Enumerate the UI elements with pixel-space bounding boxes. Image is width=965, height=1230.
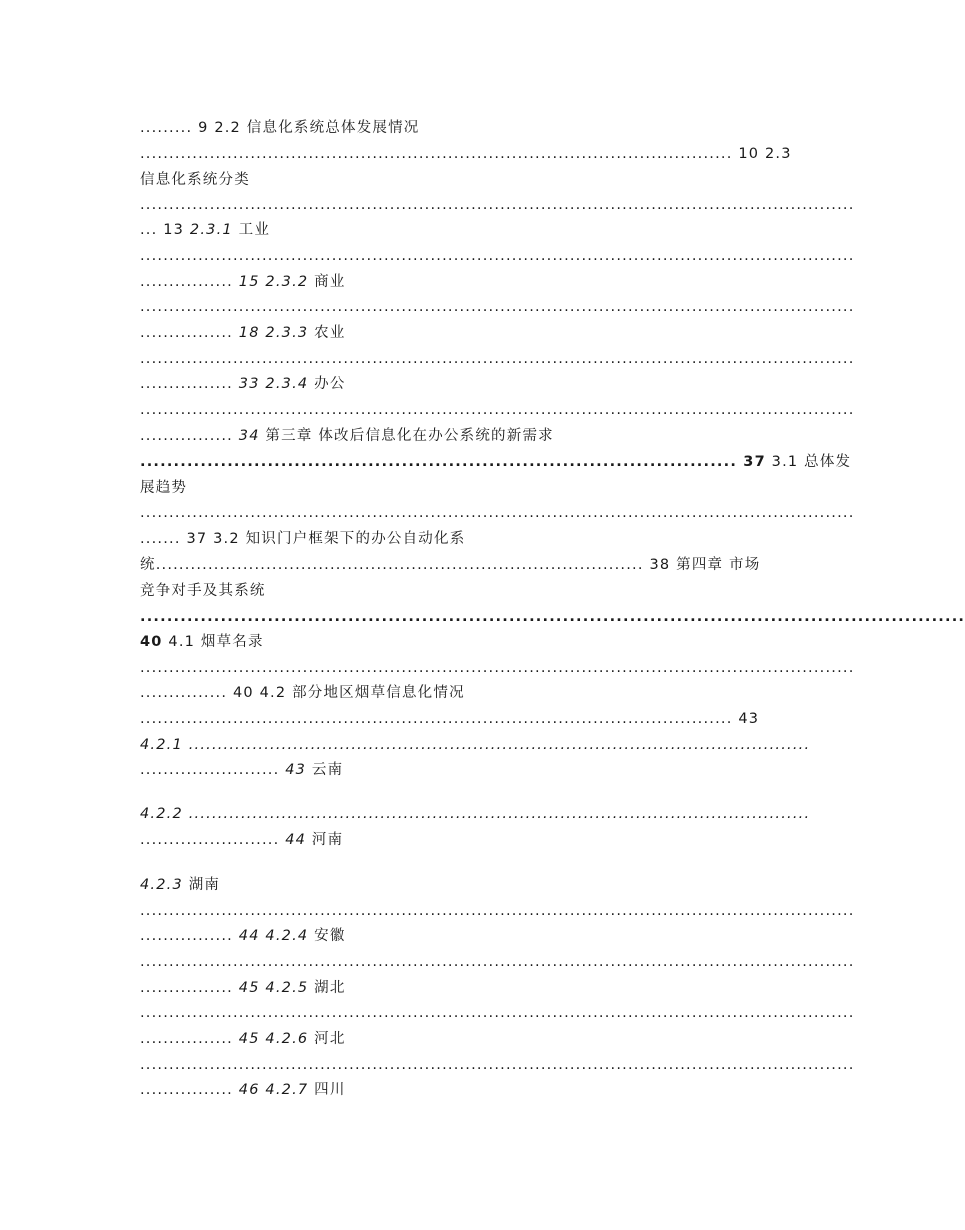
toc-line [140,632,812,652]
toc-text: ........................................................................................................................... [140,660,855,676]
toc-line [140,272,812,292]
toc-line [140,875,812,895]
toc-number: 4.2.1 ........................................................................................................... [140,737,811,753]
toc-leader-dots [140,658,855,678]
toc-line [140,830,812,850]
toc-dots: ................ [140,980,239,996]
toc-line [140,478,812,498]
toc-dots: ................ [140,428,239,444]
toc-line [140,581,812,601]
toc-title: 办公 [308,376,346,392]
toc-leader-dots [140,297,855,317]
toc-text: 竞争对手及其系统 [140,583,266,599]
toc-title: 四川 [308,1082,346,1098]
toc-text: ........................................................................................................................... [140,351,855,367]
toc-text: ... 13 [140,222,190,238]
toc-dots: ................ [140,325,239,341]
toc-number: 2.3.1 [189,222,233,238]
toc-text: ........................................................................................................................... [140,1057,855,1073]
toc-title: 安徽 [308,928,346,944]
toc-text: 统.................................................................................... 38 第四章 市场 [140,557,761,573]
toc-leader-dots [140,246,855,266]
toc-title: 工业 [232,222,271,238]
toc-line [140,735,812,755]
toc-line [140,555,812,575]
toc-title: 商业 [308,274,346,290]
toc-leader-dots [140,1055,855,1075]
toc-title: 河北 [308,1031,346,1047]
toc-bold-number: 40 [140,634,163,650]
toc-line [140,804,812,824]
toc-title: 农业 [308,325,346,341]
toc-leader-dots [140,952,855,972]
toc-dots: ................ [140,376,239,392]
toc-line [140,374,812,394]
toc-line [140,709,812,729]
toc-line [140,452,852,472]
toc-text: ............... 40 4.2 部分地区烟草信息化情况 [140,685,465,701]
toc-text: ........................................................................................................................... [140,1005,855,1021]
toc-text: ........................................................................................................................... [140,402,855,418]
toc-text: 信息化系统分类 [140,172,250,188]
toc-title: 第三章 体改后信息化在办公系统的新需求 [259,428,554,444]
toc-text: ........................................................................................................................... [140,505,855,521]
toc-title: 河南 [306,832,344,848]
toc-title: 4.1 烟草名录 [162,634,264,650]
toc-line [140,144,812,164]
toc-text: ........................................................................................................................... [140,248,855,264]
toc-number: 45 4.2.5 [238,980,309,996]
toc-number: 4.2.3 [140,877,183,893]
toc-bold-number: ......................................................................................... 37 [140,454,766,470]
toc-line [140,118,812,138]
toc-dots: ........................ [140,832,286,848]
toc-line [140,683,812,703]
toc-leader-dots [140,607,965,627]
toc-dots: ........................ [140,762,286,778]
toc-line [140,426,812,446]
toc-title: 湖南 [182,877,221,893]
toc-leader-dots [140,195,855,215]
toc-number: 18 2.3.3 [238,325,309,341]
toc-line [140,529,812,549]
toc-line [140,978,812,998]
toc-dots: ................ [140,1082,239,1098]
toc-line [140,220,812,240]
toc-number: 4.2.2 ........................................................................................................... [140,806,811,822]
toc-number: 15 2.3.2 [238,274,309,290]
toc-text: ........................................................................................................................... [140,903,855,919]
toc-number: 34 [238,428,260,444]
toc-dots: ................ [140,274,239,290]
toc-text: ....... 37 3.2 知识门户框架下的办公自动化系 [140,531,466,547]
toc-text: ...................................................................................................... 43 [140,711,760,727]
toc-line [140,1029,812,1049]
toc-leader-dots [140,400,855,420]
toc-line [140,926,812,946]
toc-bold-dots: ........................................................................................................................... [140,609,965,625]
toc-number: 33 2.3.4 [238,376,309,392]
toc-leader-dots [140,901,855,921]
toc-leader-dots [140,1003,855,1023]
toc-leader-dots [140,503,855,523]
toc-line [140,170,812,190]
toc-number: 45 4.2.6 [238,1031,309,1047]
toc-title: 3.1 总体发 [765,454,852,470]
toc-text: ........................................................................................................................... [140,954,855,970]
toc-dots: ................ [140,1031,239,1047]
toc-dots: ................ [140,928,239,944]
toc-title: 湖北 [308,980,346,996]
toc-number: 44 4.2.4 [238,928,309,944]
toc-number: 43 [285,762,307,778]
toc-line [140,323,812,343]
toc-leader-dots [140,349,855,369]
toc-text: ........................................................................................................................... [140,299,855,315]
toc-number: 46 4.2.7 [238,1082,309,1098]
toc-text: ......... 9 2.2 信息化系统总体发展情况 [140,120,420,136]
toc-number: 44 [285,832,307,848]
toc-title: 云南 [306,762,344,778]
toc-text: ...................................................................................................... 10 2.3 [140,146,792,162]
toc-line [140,1080,812,1100]
toc-text: ........................................................................................................................... [140,197,855,213]
toc-line [140,760,812,780]
toc-text: 展趋势 [140,480,188,496]
